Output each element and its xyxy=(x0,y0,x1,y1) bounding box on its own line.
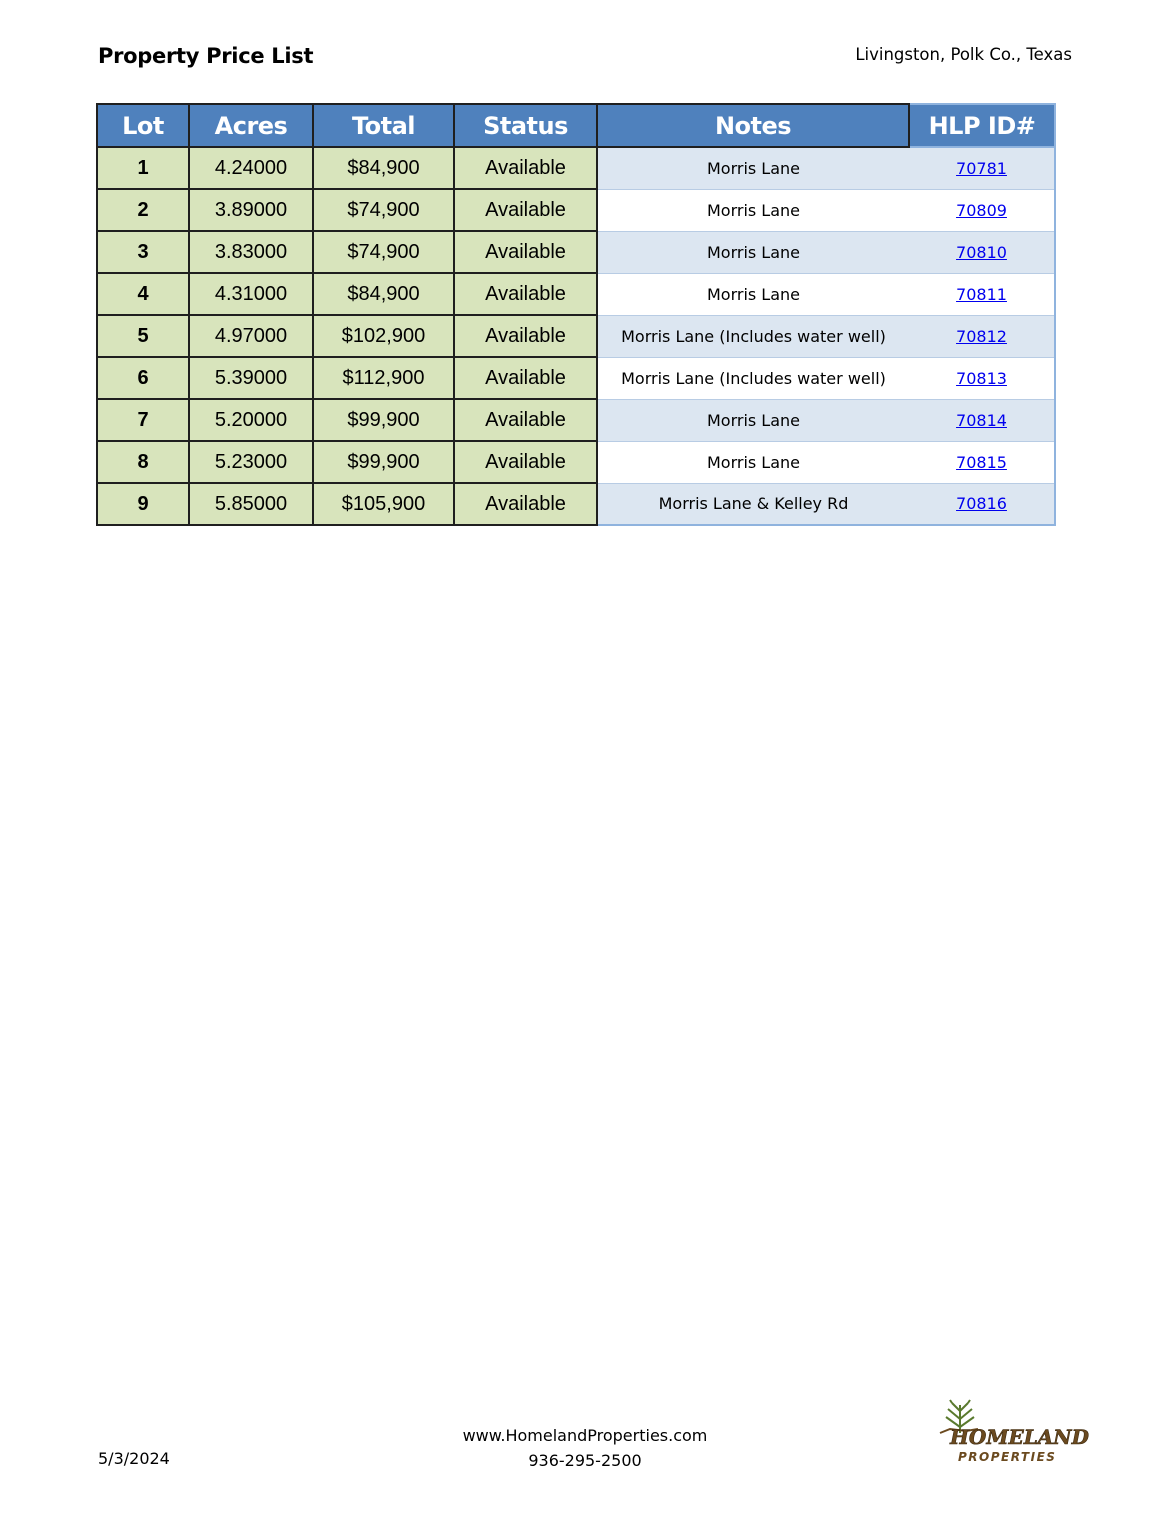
acres-cell: 5.85000 xyxy=(189,483,313,525)
total-cell: $99,900 xyxy=(313,441,454,483)
notes-cell: Morris Lane xyxy=(597,147,909,189)
lot-cell: 5 xyxy=(97,315,189,357)
table-row xyxy=(97,399,1055,441)
notes-cell: Morris Lane xyxy=(597,441,909,483)
logo-line1: HOMELAND xyxy=(950,1425,1089,1449)
acres-cell: 5.20000 xyxy=(189,399,313,441)
notes-cell: Morris Lane xyxy=(597,273,909,315)
acres-cell: 4.31000 xyxy=(189,273,313,315)
hlp-id-cell xyxy=(909,231,1055,273)
status-cell: Available xyxy=(454,273,597,315)
total-cell: $84,900 xyxy=(313,273,454,315)
table-row xyxy=(97,441,1055,483)
footer-website[interactable]: www.HomelandProperties.com xyxy=(462,1426,708,1445)
logo-line2: PROPERTIES xyxy=(958,1450,1057,1464)
price-table xyxy=(96,103,1056,526)
status-cell: Available xyxy=(454,357,597,399)
hlp-id-link[interactable]: 70815 xyxy=(956,452,1007,472)
hlp-id-cell xyxy=(909,273,1055,315)
status-cell: Available xyxy=(454,441,597,483)
table-row xyxy=(97,273,1055,315)
column-header-total: Total xyxy=(313,104,454,147)
acres-cell: 4.24000 xyxy=(189,147,313,189)
column-header-status: Status xyxy=(454,104,597,147)
column-header-hlp-id: HLP ID# xyxy=(909,104,1055,147)
table-row xyxy=(97,357,1055,399)
total-cell: $74,900 xyxy=(313,189,454,231)
status-cell: Available xyxy=(454,483,597,525)
lot-cell: 6 xyxy=(97,357,189,399)
lot-cell: 7 xyxy=(97,399,189,441)
hlp-id-link[interactable]: 70810 xyxy=(956,242,1007,262)
hlp-id-cell xyxy=(909,189,1055,231)
acres-cell: 5.23000 xyxy=(189,441,313,483)
homeland-properties-logo xyxy=(938,1399,1089,1465)
hlp-id-cell xyxy=(909,399,1055,441)
acres-cell: 4.97000 xyxy=(189,315,313,357)
total-cell: $74,900 xyxy=(313,231,454,273)
hlp-id-link[interactable]: 70812 xyxy=(956,326,1007,346)
notes-cell: Morris Lane (Includes water well) xyxy=(597,315,909,357)
column-header-lot: Lot xyxy=(97,104,189,147)
lot-cell: 8 xyxy=(97,441,189,483)
hlp-id-link[interactable]: 70781 xyxy=(956,158,1007,178)
acres-cell: 5.39000 xyxy=(189,357,313,399)
table-row xyxy=(97,147,1055,189)
notes-cell: Morris Lane xyxy=(597,399,909,441)
hlp-id-cell xyxy=(909,441,1055,483)
total-cell: $99,900 xyxy=(313,399,454,441)
table-row xyxy=(97,189,1055,231)
status-cell: Available xyxy=(454,189,597,231)
hlp-id-link[interactable]: 70809 xyxy=(956,200,1007,220)
acres-cell: 3.83000 xyxy=(189,231,313,273)
table-row xyxy=(97,483,1055,525)
status-cell: Available xyxy=(454,231,597,273)
notes-cell: Morris Lane xyxy=(597,189,909,231)
acres-cell: 3.89000 xyxy=(189,189,313,231)
status-cell: Available xyxy=(454,147,597,189)
footer-phone: 936-295-2500 xyxy=(528,1451,642,1470)
column-header-acres: Acres xyxy=(189,104,313,147)
hlp-id-link[interactable]: 70816 xyxy=(956,494,1007,514)
total-cell: $102,900 xyxy=(313,315,454,357)
total-cell: $112,900 xyxy=(313,357,454,399)
lot-cell: 3 xyxy=(97,231,189,273)
notes-cell: Morris Lane xyxy=(597,231,909,273)
location-label: Livingston, Polk Co., Texas xyxy=(855,45,1072,64)
hlp-id-link[interactable]: 70814 xyxy=(956,410,1007,430)
total-cell: $84,900 xyxy=(313,147,454,189)
lot-cell: 9 xyxy=(97,483,189,525)
lot-cell: 1 xyxy=(97,147,189,189)
footer-date: 5/3/2024 xyxy=(98,1449,170,1468)
table-row xyxy=(97,315,1055,357)
hlp-id-cell xyxy=(909,147,1055,189)
table-row xyxy=(97,231,1055,273)
lot-cell: 4 xyxy=(97,273,189,315)
status-cell: Available xyxy=(454,399,597,441)
total-cell: $105,900 xyxy=(313,483,454,525)
table-header-row xyxy=(97,104,1055,147)
page-title: Property Price List xyxy=(98,44,314,68)
column-header-notes: Notes xyxy=(597,104,909,147)
lot-cell: 2 xyxy=(97,189,189,231)
status-cell: Available xyxy=(454,315,597,357)
hlp-id-cell xyxy=(909,483,1055,525)
hlp-id-cell xyxy=(909,315,1055,357)
hlp-id-cell xyxy=(909,357,1055,399)
hlp-id-link[interactable]: 70813 xyxy=(956,368,1007,388)
hlp-id-link[interactable]: 70811 xyxy=(956,284,1007,304)
notes-cell: Morris Lane & Kelley Rd xyxy=(597,483,909,525)
notes-cell: Morris Lane (Includes water well) xyxy=(597,357,909,399)
